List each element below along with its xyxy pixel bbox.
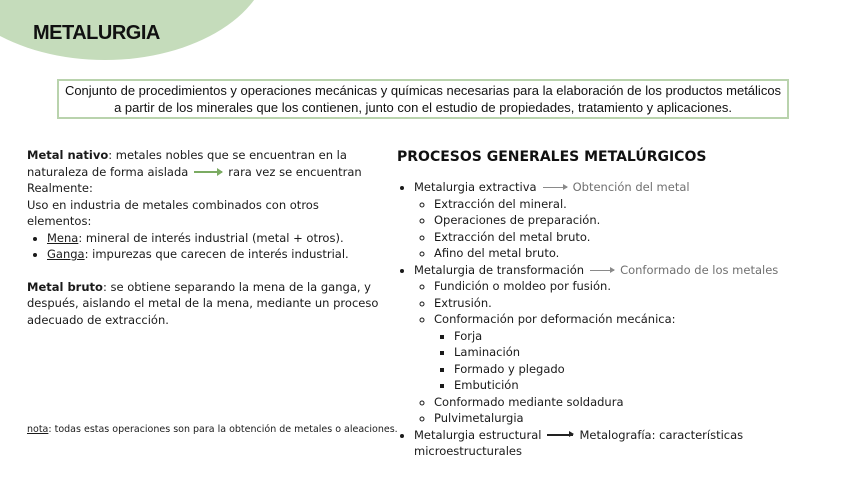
arrow-right-icon [590, 270, 614, 271]
list-item: ◦ Pulvimetalurgia [434, 410, 842, 427]
extractiva-result: Obtención del metal [572, 180, 690, 194]
footnote [27, 424, 398, 435]
list-item [414, 427, 842, 460]
nota-desc: : todas estas operaciones son para la obtención de metales o aleaciones. [48, 424, 398, 435]
processes-heading: PROCESOS GENERALES METALÚRGICOS [397, 149, 707, 165]
list-item: ◦ Extracción del metal bruto. [434, 229, 842, 246]
list-item: ▪ Forja [454, 328, 842, 345]
list-item: ◦ Operaciones de preparación. [434, 212, 842, 229]
ganga-desc: : impurezas que carecen de interés industrial. [84, 247, 349, 261]
arrow-right-icon [543, 187, 567, 188]
extractiva-label: Metalurgia extractiva [414, 180, 537, 194]
definition-line-2: a partir de los minerales que los contienen, junto con el estudio de propiedades, tratamiento y aplicaciones. [114, 100, 732, 115]
estructural-label: Metalurgia estructural [414, 427, 542, 442]
ganga-term: Ganga [47, 247, 85, 261]
green-arrow-icon [194, 171, 222, 173]
right-column [397, 147, 842, 460]
arrow-right-icon [547, 434, 573, 436]
list-item [414, 262, 842, 427]
mena-desc: : mineral de interés industrial (metal + otros). [78, 230, 344, 245]
deformacion-label: Conformación por deformación mecánica: [434, 312, 676, 326]
list-item: ◦ Extrusión. [434, 295, 842, 312]
page-title: METALURGIA [33, 22, 160, 44]
nota-term: nota [27, 424, 49, 435]
transformacion-label: Metalurgia de transformación [414, 262, 585, 277]
mena-ganga-list [27, 230, 382, 263]
transformacion-result: Conformado de los metales [620, 262, 779, 277]
list-item: ◦ Conformado mediante soldadura [434, 394, 842, 411]
metal-bruto-desc: : se obtiene separando la mena de la ganga, y después, aislando el metal de la mena, mediante un proceso adecuado de extracción. [27, 279, 379, 327]
list-item [434, 311, 842, 394]
list-item: ◦ Fundición o moldeo por fusión. [434, 278, 842, 295]
definition-line-1: Conjunto de procedimientos y operaciones mecánicas y químicas necesarias para la elaboración de los productos metálicos [64, 83, 782, 98]
list-item [47, 246, 382, 263]
metal-nativo-desc: : metales nobles que se encuentran en la naturaleza de forma aislada [27, 148, 347, 179]
metal-bruto-paragraph [27, 279, 382, 329]
list-item: ▪ Formado y plegado [454, 361, 842, 378]
metal-nativo-after: rara vez se encuentran [228, 164, 362, 179]
list-item: ◦ Afino del metal bruto. [434, 245, 842, 262]
list-item: ▪ Embutición [454, 377, 842, 394]
metal-bruto-term: Metal bruto [27, 279, 103, 294]
metal-nativo-term: Metal nativo [27, 148, 109, 162]
mena-term: Mena [47, 230, 79, 245]
definition-box [57, 79, 789, 119]
estructural-result: Metalografía: características microestructurales [414, 427, 744, 458]
list-item [414, 179, 842, 262]
metal-nativo-paragraph [27, 147, 382, 180]
uso-text: Uso en industria de metales combinados con otros elementos: [27, 197, 319, 228]
left-column [27, 147, 382, 328]
list-item: ▪ Laminación [454, 344, 842, 361]
processes-list [397, 179, 842, 460]
list-item: ◦ Extracción del mineral. [434, 196, 842, 213]
realmente-text: Realmente: [27, 181, 93, 195]
list-item [47, 230, 382, 247]
